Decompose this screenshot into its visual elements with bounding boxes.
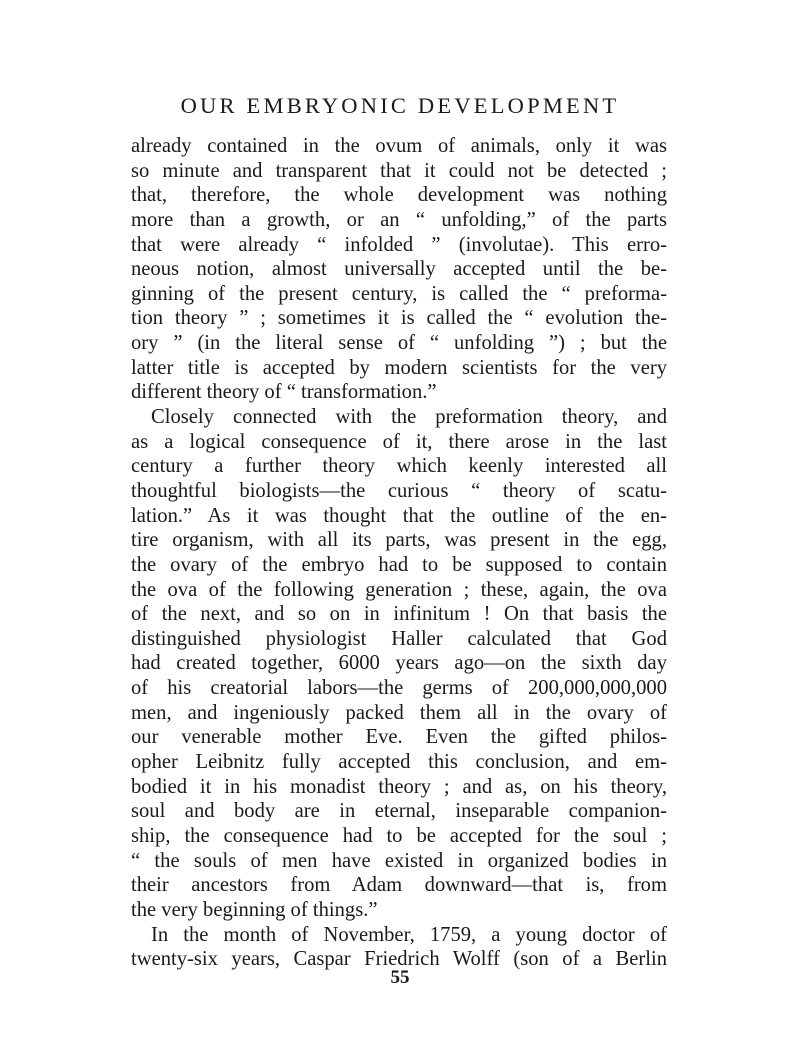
text-line: opher Leibnitz fully accepted this conclusion, and em- [131,751,667,774]
text-line: thoughtful biologists—the curious “ theory of scatu- [131,479,667,502]
text-line: had created together, 6000 years ago—on the sixth day [131,652,667,675]
text-line: tion theory ” ; sometimes it is called the “ evolution the- [131,307,667,330]
text-line: neous notion, almost universally accepted until the be- [131,258,667,281]
text-line: of his creatorial labors—the germs of 200,000,000,000 [131,677,667,700]
text-line: the very beginning of things.” [131,898,378,921]
text-line: of the next, and so on in infinitum ! On that basis the [131,603,667,626]
text-line: soul and body are in eternal, inseparable companion- [131,800,667,823]
text-line: “ the souls of men have existed in organized bodies in [131,849,667,872]
text-line: tire organism, with all its parts, was present in the egg, [131,529,667,552]
text-line: In the month of November, 1759, a young doctor of [151,923,667,946]
body-text [131,134,667,972]
text-line: men, and ingeniously packed them all in the ovary of [131,701,667,724]
text-line: already contained in the ovum of animals, only it was [131,135,667,157]
text-line: lation.” As it was thought that the outline of the en- [131,504,667,527]
text-line: that were already “ infolded ” (involutae). This erro- [131,233,667,256]
text-line: ory ” (in the literal sense of “ unfolding ”) ; but the [131,332,667,355]
text-line: century a further theory which keenly interested all [131,455,667,478]
text-line: distinguished physiologist Haller calculated that God [131,627,667,650]
text-line: more than a growth, or an “ unfolding,” of the parts [131,208,667,231]
text-line: bodied it in his monadist theory ; and as, on his theory, [131,775,667,798]
text-line: different theory of “ transformation.” [131,381,437,404]
page-number: 55 [390,967,410,988]
text-line: so minute and transparent that it could not be detected ; [131,159,667,182]
text-line: their ancestors from Adam downward—that is, from [131,874,667,897]
running-head: OUR EMBRYONIC DEVELOPMENT [180,93,620,118]
text-line: as a logical consequence of it, there arose in the last [131,430,667,453]
text-line: latter title is accepted by modern scientists for the very [131,356,667,379]
text-line: our venerable mother Eve. Even the gifted philos- [131,726,667,749]
text-line: ginning of the present century, is called the “ preforma- [131,282,667,305]
text-line: Closely connected with the preformation theory, and [151,406,667,429]
text-line: ship, the consequence had to be accepted for the soul ; [131,824,667,847]
text-line: twenty-six years, Caspar Friedrich Wolff (son of a Berlin [131,948,667,971]
text-line: that, therefore, the whole development was nothing [131,184,667,207]
text-line: the ova of the following generation ; these, again, the ova [131,578,667,601]
text-line: the ovary of the embryo had to be supposed to contain [131,553,667,576]
